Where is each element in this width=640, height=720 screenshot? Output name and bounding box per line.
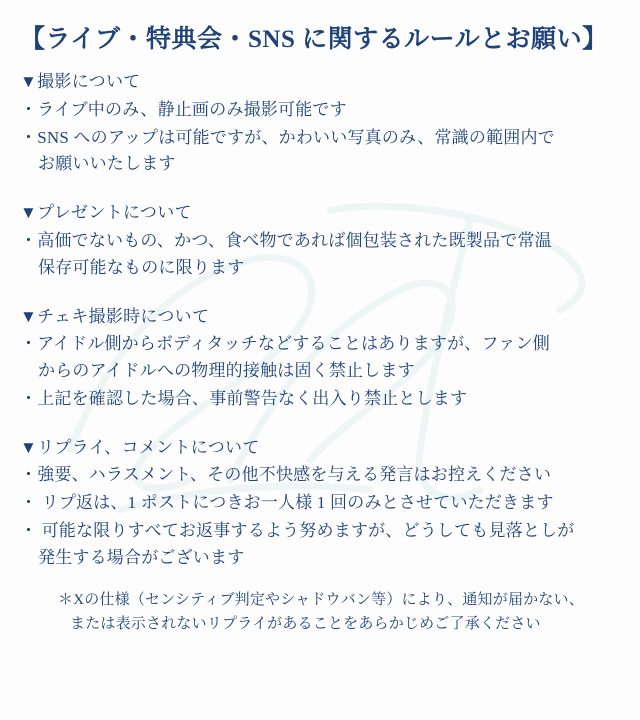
rule-text-continued: 発生する場合がございます [38,547,245,567]
rule-text: ・高価でないもの、かつ、食べ物であれば個包装された既製品で常温 [20,230,552,250]
section-heading: ▼チェキ撮影時について [20,306,210,326]
rule-text: ・上記を確認した場合、事前警告なく出入り禁止とします [20,388,468,408]
section-cheki [18,304,624,413]
page-title: 【ライブ・特典会・SNS に関するルールとお願い】 [20,26,608,53]
section-heading: ▼リプライ、コメントについて [20,437,260,457]
rule-text-continued: お願いいたします [38,154,176,174]
section-heading: ▼撮影について [20,72,141,92]
section-replies [18,435,624,572]
rule-text: ・アイドル側からボディタッチなどすることはありますが、ファン側 [20,334,550,354]
rule-text-continued: 保存可能なものに限ります [38,257,245,277]
footnote-text: ＊Xの仕様（センシティブ判定やシャドウバン等）により、通知が届かない、 [58,591,584,608]
rule-text-continued: からのアイドルへの物理的接触は固く禁止します [38,360,415,380]
rule-text: ・強要、ハラスメント、その他不快感を与える発言はお控えください [20,465,552,485]
section-presents [18,200,624,281]
rule-line [20,228,624,282]
rule-text: ・ライブ中のみ、静止画のみ撮影可能です [20,99,347,119]
rule-text: ・ 可能な限りすべてお返事するよう努めますが、どうしても見落としが [20,520,575,540]
footnote [18,588,624,637]
rule-line [20,125,624,179]
rule-line [20,518,624,572]
section-heading: ▼プレゼントについて [20,203,192,223]
rule-text: ・SNS へのアップは可能ですが、かわいい写真のみ、常識の範囲内で [20,127,555,147]
section-photography [18,69,624,178]
rule-line [20,97,624,124]
rule-line [20,490,624,517]
rule-line [20,331,624,385]
rule-line [20,462,624,489]
rule-line [20,386,624,413]
rule-text: ・ リプ返は、1 ポストにつきお一人様 1 回のみとさせていただきます [20,492,554,512]
footnote-text-continued: または表示されないリプライがあることをあらかじめご了承ください [70,615,541,632]
